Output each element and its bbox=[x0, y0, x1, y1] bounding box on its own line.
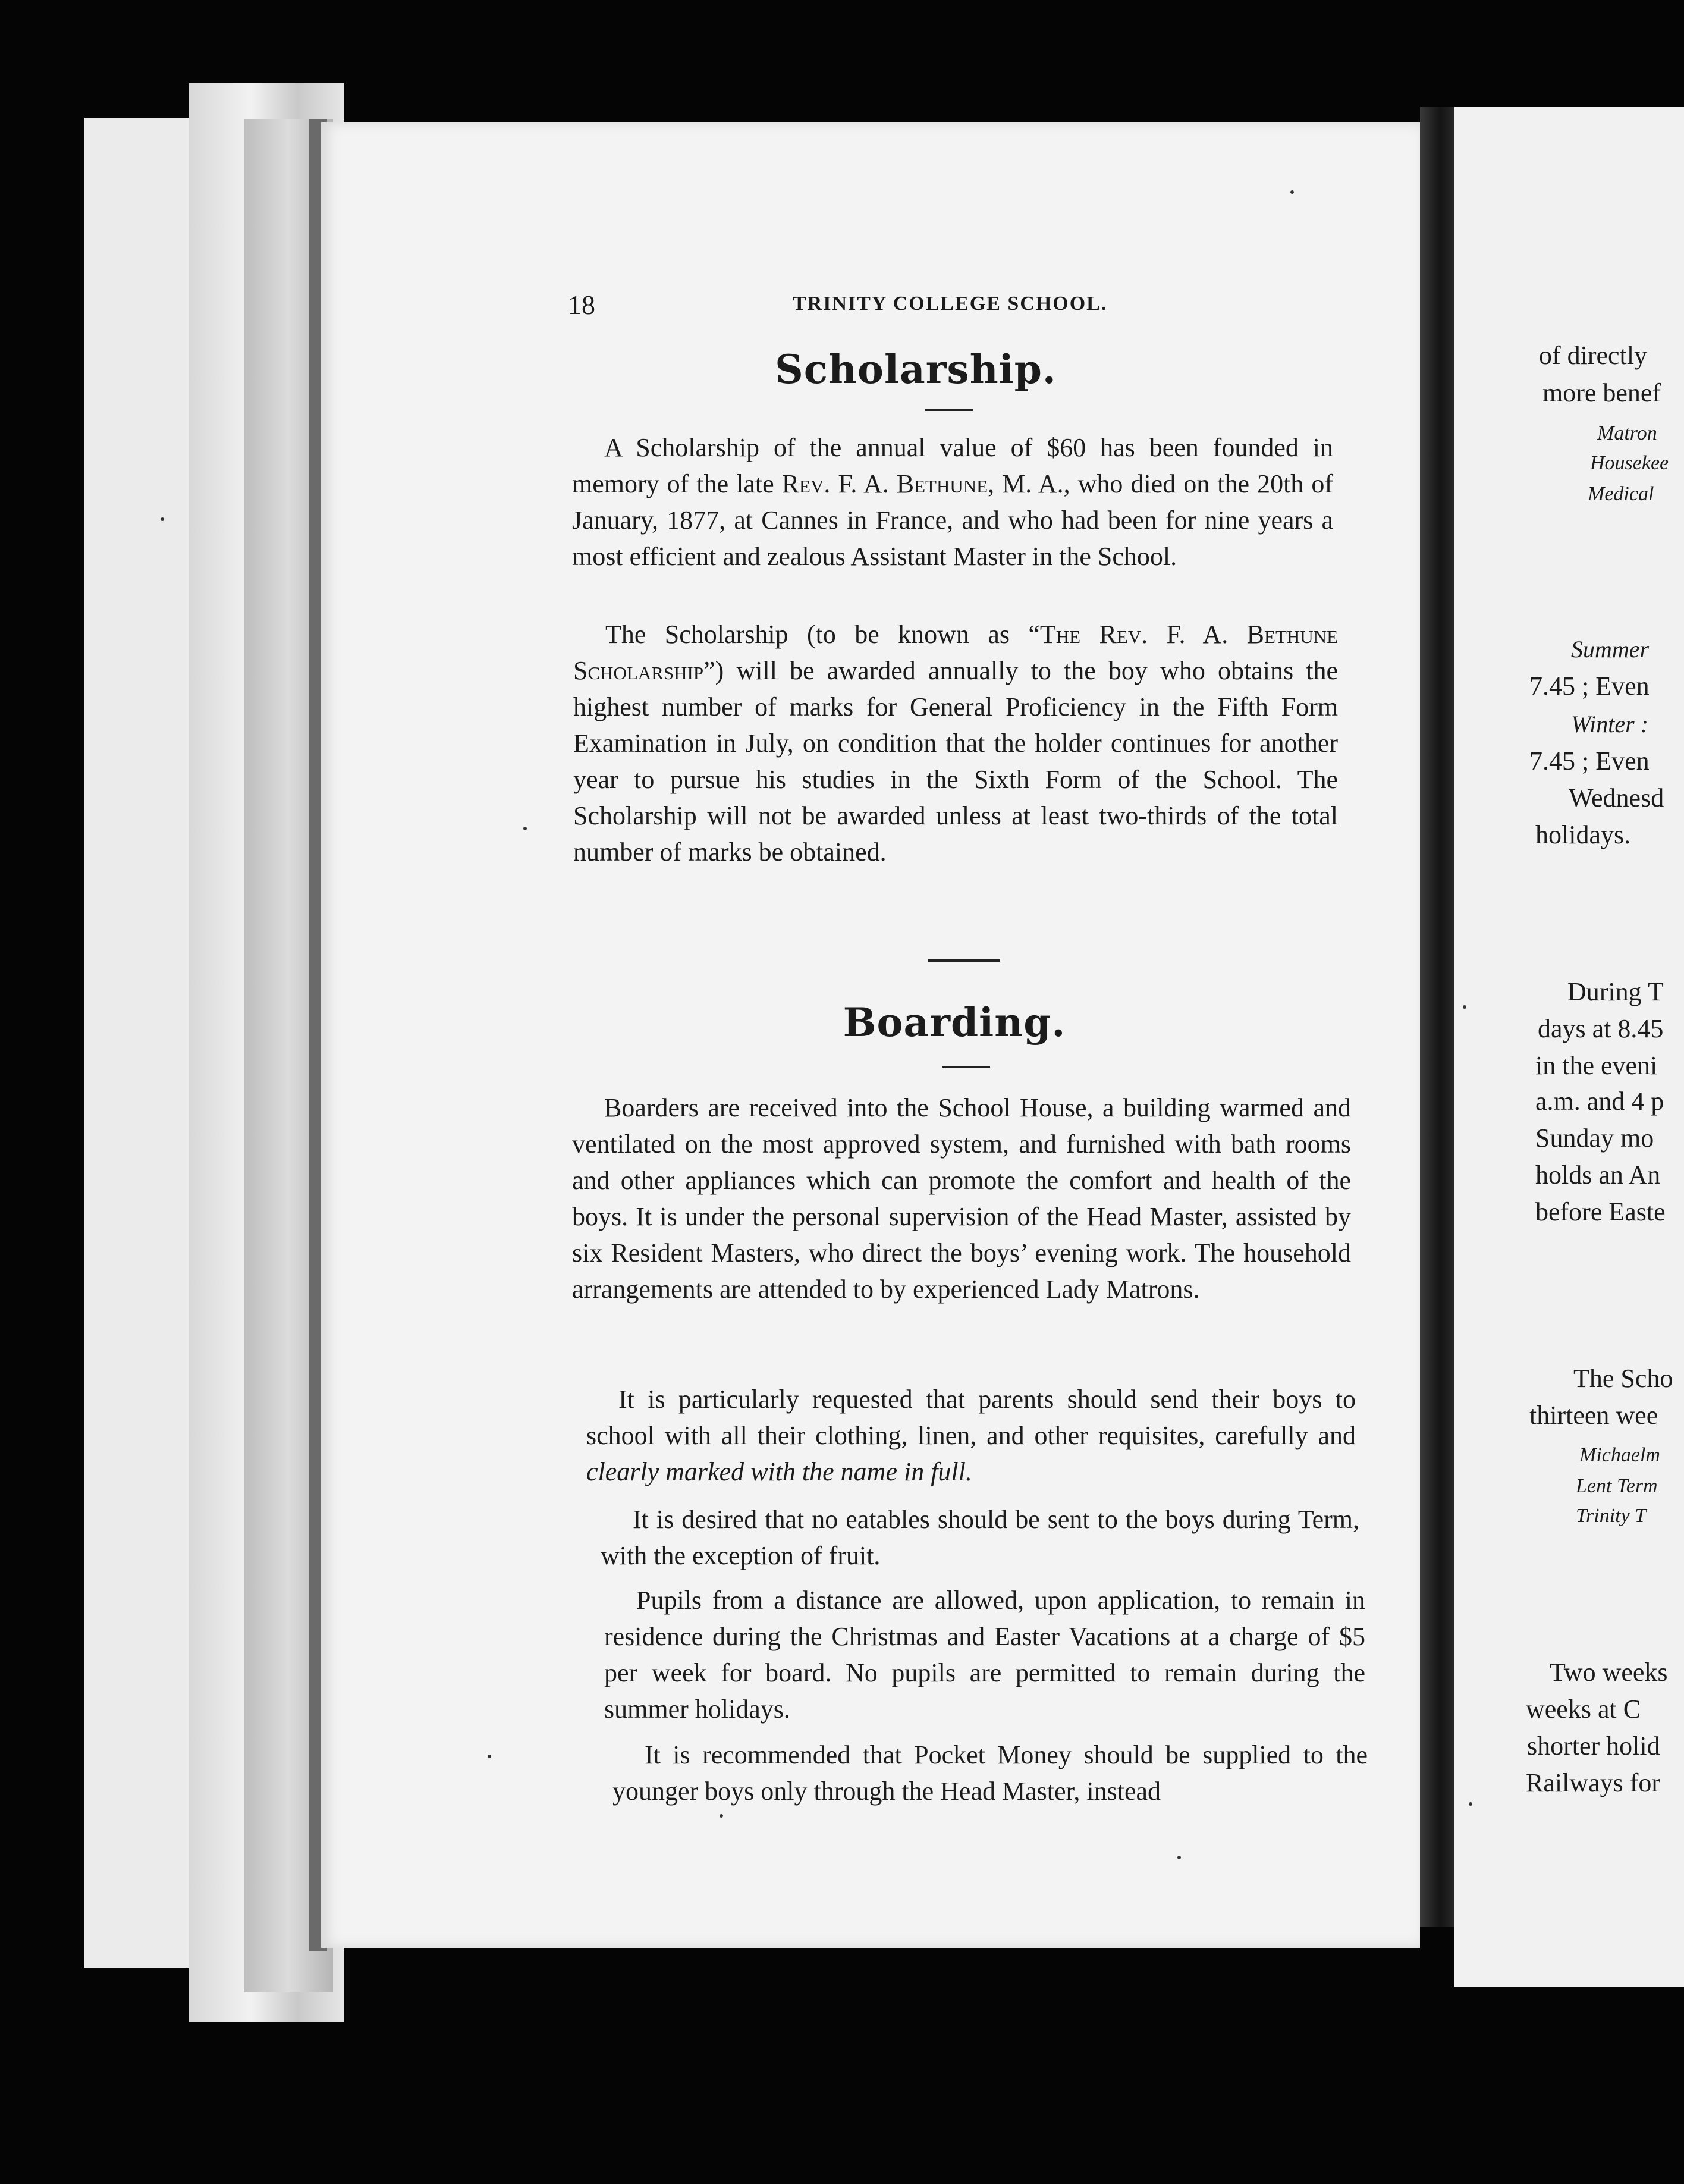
right-page-line: Michaelm bbox=[1579, 1444, 1660, 1466]
right-page-line: Trinity T bbox=[1576, 1505, 1647, 1527]
boarding-paragraph-3 bbox=[601, 1501, 1359, 1574]
section-divider bbox=[928, 959, 1000, 962]
right-page bbox=[1454, 107, 1684, 1987]
scholarship-p1-name: Rev. F. A. Bethune bbox=[781, 469, 988, 498]
boarding-paragraph-2 bbox=[586, 1381, 1356, 1490]
right-page-line: Lent Term bbox=[1576, 1475, 1658, 1497]
scholarship-p1-text-a: A Scholarship of the annual value of $60 has been founded in memory of the late bbox=[572, 433, 1333, 498]
right-page-line: Sunday mo bbox=[1535, 1124, 1654, 1153]
scan-speck bbox=[720, 1814, 723, 1818]
right-page-line: weeks at C bbox=[1526, 1695, 1641, 1724]
boarding-paragraph-5 bbox=[612, 1737, 1368, 1809]
right-page-line: 7.45 ; Even bbox=[1529, 746, 1650, 776]
scan-speck bbox=[1290, 190, 1294, 194]
right-page-line: Housekee bbox=[1590, 452, 1669, 474]
boarding-paragraph-4 bbox=[604, 1582, 1365, 1727]
right-page-line: The Scho bbox=[1573, 1364, 1673, 1393]
scan-speck bbox=[488, 1755, 491, 1758]
right-page-line: 7.45 ; Even bbox=[1529, 671, 1650, 701]
running-title: TRINITY COLLEGE SCHOOL. bbox=[793, 293, 1108, 315]
running-head bbox=[568, 289, 1281, 325]
right-page-line: During T bbox=[1567, 977, 1664, 1006]
right-page-line: of directly bbox=[1539, 341, 1648, 370]
scholarship-heading: Scholarship. bbox=[775, 346, 1057, 393]
scholarship-p2-text-b: ”) will be awarded annually to the boy who obtains the highest number of marks for General Proficiency in the Fifth Form Examination in July, on condition that the holder continues for another year to pursue his studies in the Sixth Form of the School. The Scholarship will not be awarded unless at least two-thirds of the total number of marks be obtained. bbox=[573, 656, 1338, 867]
scan-speck bbox=[523, 827, 527, 830]
right-page-line: thirteen wee bbox=[1529, 1401, 1658, 1430]
heading-rule bbox=[942, 1066, 990, 1068]
scholarship-p2-name: The Rev. F. A. Bethune Scholarship bbox=[573, 620, 1338, 685]
boarding-p5-text: It is recommended that Pocket Money should be supplied to the younger boys only through the Head Master, instead bbox=[612, 1740, 1368, 1806]
boarding-p2-text-a: It is particularly requested that parents should send their boys to school with all their clothing, linen, and other requisites, carefully and bbox=[586, 1385, 1356, 1450]
right-page-line: shorter holid bbox=[1527, 1731, 1660, 1761]
boarding-p1-text: Boarders are received into the School House, a building warmed and ventilated on the most approved system, and furnished with bath rooms and other appliances which can promote the comfort and health of the boys. It is under the personal supervision of the Head Master, assisted by six Resident Masters, who direct the boys’ evening work. The household arrangements are attended to by experienced Lady Matrons. bbox=[572, 1093, 1351, 1304]
right-page-line: a.m. and 4 p bbox=[1535, 1087, 1664, 1116]
scan-speck bbox=[161, 517, 164, 521]
right-page-line: holds an An bbox=[1535, 1160, 1661, 1190]
right-page-line: Medical bbox=[1588, 483, 1654, 505]
scan-speck bbox=[1469, 1802, 1472, 1806]
boarding-p3-text: It is desired that no eatables should be sent to the boys during Term, with the exception of fruit. bbox=[601, 1505, 1359, 1570]
scholarship-paragraph-1 bbox=[572, 429, 1333, 575]
boarding-p2-italic: clearly marked with the name in full. bbox=[586, 1457, 972, 1486]
right-page-line: Wednesd bbox=[1569, 783, 1664, 812]
boarding-p4-text: Pupils from a distance are allowed, upon application, to remain in residence during the Christmas and Easter Vacations at a charge of $5 per week for board. No pupils are permitted to remain during the summer holidays. bbox=[604, 1586, 1365, 1724]
book-gutter bbox=[1420, 107, 1457, 1927]
scholarship-p1-text-b: , M. A., who died on the 20th of January, 1877, at Cannes in France, and who had been for nine years a most efficient and zealous Assistant Master in the School. bbox=[572, 469, 1333, 571]
scan-speck bbox=[1463, 1005, 1466, 1009]
right-page-line: before Easte bbox=[1535, 1197, 1666, 1226]
right-page-line: Winter : bbox=[1571, 711, 1648, 738]
scholarship-paragraph-2 bbox=[573, 616, 1338, 870]
scan-speck bbox=[1177, 1856, 1181, 1859]
right-page-line: days at 8.45 bbox=[1538, 1014, 1664, 1043]
right-page-line: Summer bbox=[1571, 636, 1650, 663]
page-number: 18 bbox=[568, 290, 595, 320]
boarding-paragraph-1 bbox=[572, 1090, 1351, 1307]
right-page-line: Matron bbox=[1597, 422, 1657, 444]
scholarship-p2-text-a: The Scholarship (to be known as “ bbox=[605, 620, 1040, 649]
right-page-line: more benef bbox=[1542, 378, 1661, 407]
right-page-line: Two weeks bbox=[1550, 1658, 1668, 1687]
right-page-line: Railways for bbox=[1526, 1768, 1661, 1797]
heading-rule bbox=[925, 409, 973, 411]
right-page-line: in the eveni bbox=[1535, 1051, 1658, 1080]
boarding-heading: Boarding. bbox=[843, 999, 1066, 1046]
right-page-line: holidays. bbox=[1535, 820, 1631, 849]
